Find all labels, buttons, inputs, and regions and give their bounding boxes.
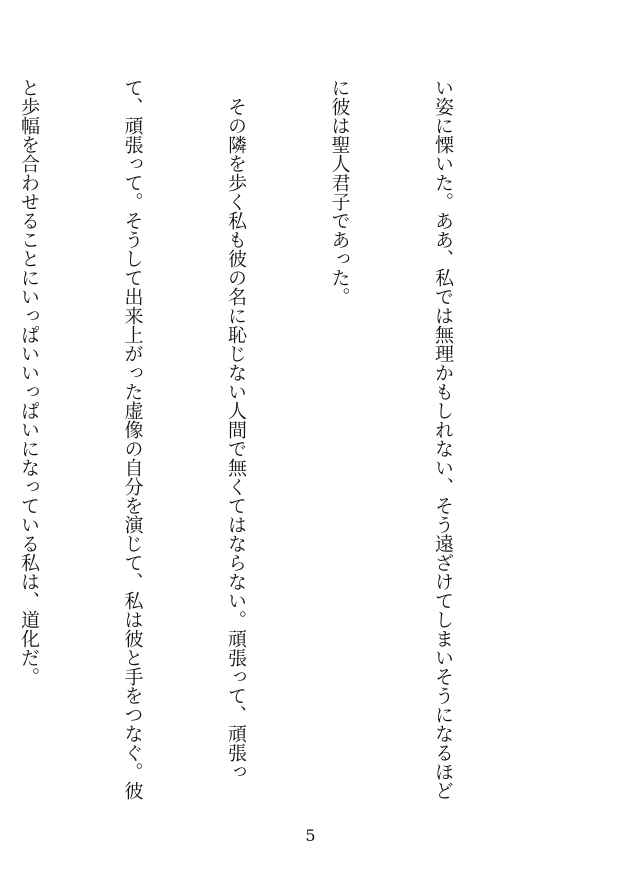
text-line: て、頑張って。そうして出来上がった虚像の自分を演じて、私は彼と手をつなぐ。彼 [121,78,144,800]
text-line: に彼は聖人君子であった。 [328,78,351,306]
text-line: い姿に慄いた。ああ、私では無理かもしれない、そう遠ざけてしまいそうになるほど [432,78,454,800]
text-line: と歩幅を合わせることにいっぱいいっぱいになっている私は、道化だ。 [18,78,40,686]
text-line: その隣を歩く私も彼の名に恥じない人間で無くてはならない。頑張って、頑張っ [225,78,247,781]
vertical-text-block [0,78,529,800]
page-number: 5 [305,826,316,845]
